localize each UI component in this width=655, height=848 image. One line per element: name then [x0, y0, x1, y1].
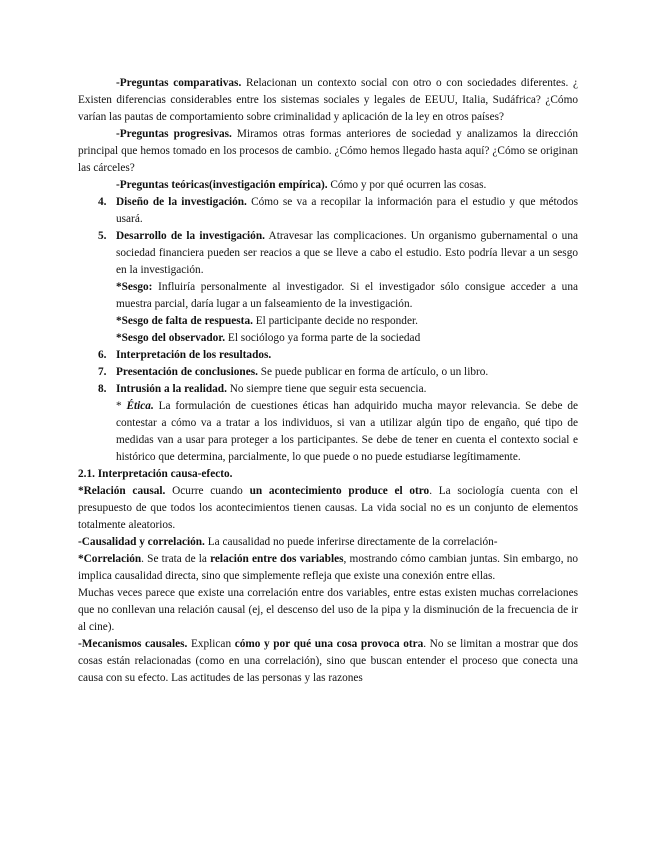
list-item-4: 4. Diseño de la investigación. Cómo se va a recopilar la información para el estudio y que métodos usará. [98, 196, 578, 225]
paragraph-correlation: *Correlación. Se trata de la relación entre dos variables, mostrando cómo cambian juntas. Sin embargo, no implica causalidad directa, sino que simplemente refleja que existe una conexión entre ellas. [78, 553, 579, 582]
list-number: 6. [98, 349, 107, 361]
list-item-6: 6. Interpretación de los resultados. [78, 347, 578, 364]
bias-non-response: *Sesgo de falta de respuesta. El participante decide no responder. [116, 315, 418, 327]
ethics-note: * Ética. La formulación de cuestiones éticas han adquirido mucha mayor relevancia. Se debe de contestar a cómo va a tratar a los individuos, si van a utilizar algún tipo de engaño, qué tipo de medidas van a usar para proteger a los participantes. Se debe de tener en cuenta el contexto social e histórico que determina, parcialmente, lo que puede o no puede estudiarse legítimamente. [116, 400, 578, 463]
paragraph-causal-relation: *Relación causal. Ocurre cuando un acontecimiento produce el otro. La sociología cuenta con el presupuesto de que todos los acontecimientos tienen causas. La vida social no es un conjunto de elementos totalmente aleatorios. [78, 485, 578, 531]
list-number: 5. [98, 230, 107, 242]
section-heading: 2.1. Interpretación causa-efecto. [78, 468, 233, 480]
paragraph-theoretical-questions: -Preguntas teóricas(investigación empírica). Cómo y por qué ocurren las cosas. [116, 179, 487, 191]
list-number: 4. [98, 196, 107, 208]
bias-definition: *Sesgo: Influiría personalmente al investigador. Si el investigador sólo consigue acceder a una muestra parcial, daría lugar a un falseamiento de la investigación. [116, 281, 578, 310]
paragraph-spurious-correlations: Muchas veces parece que existe una correlación entre dos variables, entre estas existen muchas correlaciones que no conllevan una relación causal (ej, el descenso del uso de la pipa y la disminución de la frecuencia de ir al cine). [78, 587, 578, 633]
bias-observer: *Sesgo del observador. El sociólogo ya forma parte de la sociedad [116, 332, 421, 344]
document-body [78, 75, 578, 687]
list-item-7: 7. Presentación de conclusiones. Se puede publicar en forma de artículo, o un libro. [78, 364, 578, 381]
list-number: 8. [98, 383, 107, 395]
paragraph-causal-mechanisms: -Mecanismos causales. Explican cómo y por qué una cosa provoca otra. No se limitan a mostrar que dos cosas están relacionadas (como en una correlación), sino que buscan entender el proceso que conecta una causa con su efecto. Las actitudes de las personas y las razones [78, 638, 579, 684]
list-number: 7. [98, 366, 107, 378]
list-item-8: 8. Intrusión a la realidad. No siempre tiene que seguir esta secuencia. [78, 381, 578, 398]
term-comparative: -Preguntas comparativas. [116, 77, 242, 89]
paragraph-progressive-questions: -Preguntas progresivas. Miramos otras formas anteriores de sociedad y analizamos la dirección principal que hemos tomado en los procesos de cambio. ¿Cómo hemos llegado hasta aquí? ¿Cómo se originan las cárceles? [78, 128, 578, 174]
paragraph-causality-correlation: -Causalidad y correlación. La causalidad no puede inferirse directamente de la correlación- [78, 536, 498, 548]
list-item-5: 5. Desarrollo de la investigación. Atravesar las complicaciones. Un organismo gubernamental o una sociedad financiera pueden ser reacios a que se lleve a cabo el estudio. Esto podría llevar a un sesgo en la investigación. [98, 230, 578, 276]
paragraph-comparative-questions: -Preguntas comparativas. Relacionan un contexto social con otro o con sociedades diferentes. ¿ Existen diferencias considerables entre los sistemas sociales y legales de EEUU, Italia, Sudáfrica? ¿Cómo varían las pautas de comportamiento sobre criminalidad y aplicación de la ley en otros países? [78, 77, 578, 123]
term-progressive: -Preguntas progresivas. [116, 128, 232, 140]
term-theoretical: -Preguntas teóricas(investigación empírica). [116, 179, 328, 191]
